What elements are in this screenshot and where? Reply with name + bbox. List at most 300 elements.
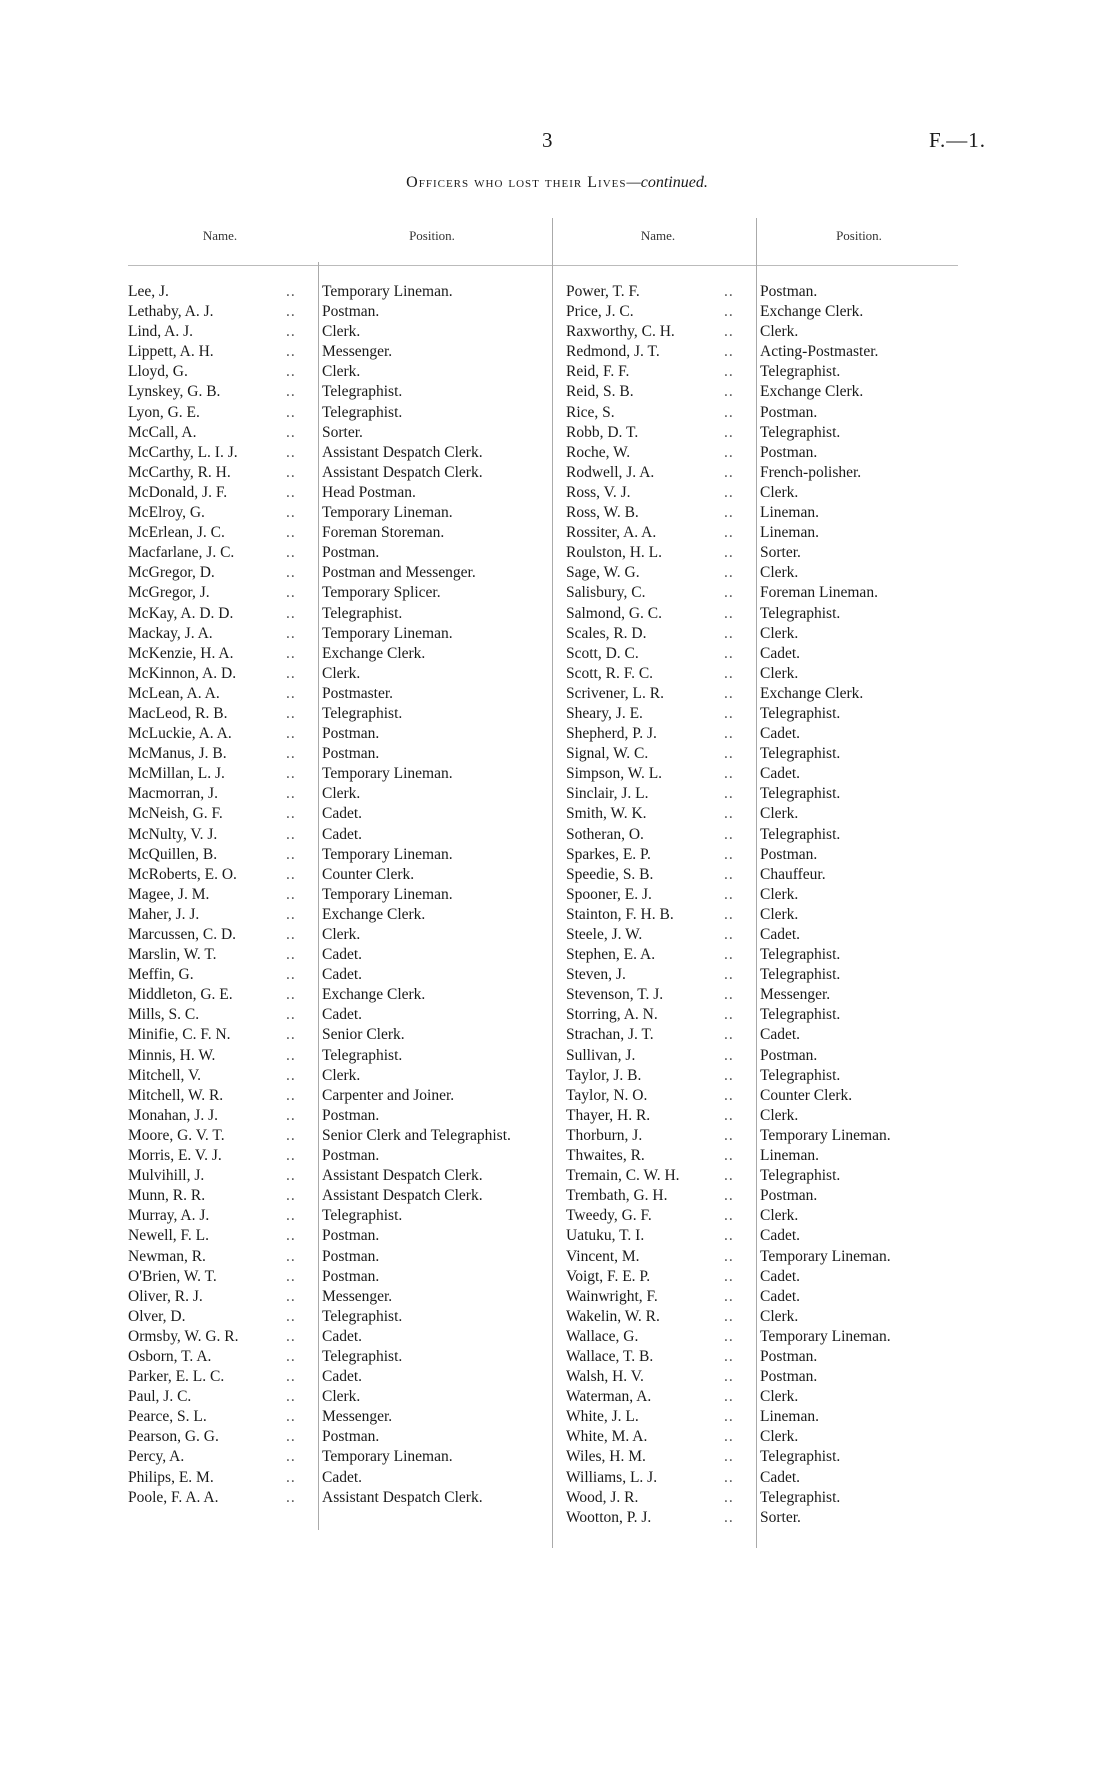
officer-position: Postman. (322, 745, 380, 763)
officer-position: Telegraphist. (760, 1066, 841, 1084)
table-row (566, 523, 942, 543)
leader-dots: .. (724, 865, 734, 883)
leader-dots: .. (724, 463, 734, 481)
officer-name: Mitchell, V. (128, 1066, 202, 1084)
officer-position: Telegraphist. (760, 1448, 841, 1466)
leader-dots: .. (724, 1307, 734, 1325)
officer-name: Tweedy, G. F. (566, 1207, 652, 1225)
officer-position: Cadet. (322, 1327, 363, 1345)
officer-name: Taylor, N. O. (566, 1086, 648, 1104)
leader-dots: .. (724, 1508, 734, 1526)
table-row (566, 1146, 942, 1166)
table-row (566, 1307, 942, 1327)
table-row (128, 865, 514, 885)
officer-position: Sorter. (322, 423, 363, 441)
officer-position: Chauffeur. (760, 865, 826, 883)
officer-position: Temporary Lineman. (322, 845, 453, 863)
officer-position: Postman. (322, 1247, 380, 1265)
officer-position: Clerk. (760, 483, 799, 501)
officer-position: Temporary Splicer. (322, 584, 441, 602)
officer-name: McDonald, J. F. (128, 483, 228, 501)
officers-table-left (128, 282, 514, 1508)
table-row (566, 784, 942, 804)
officer-position: Cadet. (760, 1026, 801, 1044)
officer-position: Carpenter and Joiner. (322, 1086, 455, 1104)
officer-name: Mulvihill, J. (128, 1167, 205, 1185)
officer-name: Wallace, T. B. (566, 1347, 654, 1365)
table-row (566, 503, 942, 523)
officer-name: McRoberts, E. O. (128, 865, 237, 883)
officer-position: Cadet. (322, 946, 363, 964)
table-row (128, 664, 514, 684)
officer-name: Steele, J. W. (566, 926, 643, 943)
table-row (128, 463, 514, 483)
officer-position: Telegraphist. (760, 745, 841, 763)
leader-dots: .. (724, 905, 734, 923)
leader-dots: .. (286, 1026, 296, 1044)
officer-position: Telegraphist. (760, 946, 841, 964)
leader-dots: .. (286, 544, 296, 562)
right-position-header: Position. (836, 228, 882, 243)
officer-position: Cadet. (322, 1468, 363, 1486)
officer-position: Messenger. (322, 1408, 393, 1426)
title-main: Officers who lost their Lives (406, 174, 627, 191)
leader-dots: .. (286, 1106, 296, 1124)
officer-position: Exchange Clerk. (760, 383, 864, 401)
officer-name: Strachan, J. T. (566, 1026, 654, 1044)
table-row (566, 1488, 942, 1508)
officer-position: Temporary Lineman. (322, 765, 453, 783)
officer-name: McGregor, D. (128, 564, 215, 582)
officer-name: Murray, A. J. (128, 1207, 210, 1225)
officer-position: Telegraphist. (760, 1488, 841, 1506)
table-row (566, 1046, 942, 1066)
officer-name: Philips, E. M. (128, 1468, 214, 1486)
table-row (128, 624, 514, 644)
leader-dots: .. (724, 1187, 734, 1205)
leader-dots: .. (286, 1167, 296, 1185)
officer-name: Storring, A. N. (566, 1006, 658, 1024)
officer-name: Ormsby, W. G. R. (128, 1327, 239, 1345)
leader-dots: .. (724, 1147, 734, 1165)
leader-dots: .. (286, 343, 296, 361)
officer-name: Signal, W. C. (566, 745, 649, 763)
leader-dots: .. (724, 1066, 734, 1084)
officer-name: Scott, D. C. (566, 644, 639, 662)
officer-position: Telegraphist. (322, 383, 403, 401)
leader-dots: .. (286, 1287, 296, 1305)
officer-position: Postman. (760, 1046, 818, 1064)
officer-name: McKay, A. D. D. (128, 604, 234, 622)
table-row (566, 483, 942, 503)
officer-position: Clerk. (760, 664, 799, 682)
leader-dots: .. (286, 1428, 296, 1446)
table-row (566, 744, 942, 764)
table-row (128, 1247, 514, 1267)
leader-dots: .. (286, 1126, 296, 1144)
center-column-divider (552, 218, 553, 1548)
table-row (128, 282, 514, 302)
officer-position: Messenger. (322, 343, 393, 361)
officer-name: McErlean, J. C. (128, 524, 225, 542)
table-row (128, 784, 514, 804)
leader-dots: .. (724, 664, 734, 682)
officer-position: Clerk. (322, 363, 361, 381)
table-row (128, 302, 514, 322)
officer-name: Pearson, G. G. (128, 1428, 219, 1446)
leader-dots: .. (724, 1388, 734, 1406)
officer-position: Temporary Lineman. (760, 1327, 891, 1345)
officer-position: Telegraphist. (322, 604, 403, 622)
table-row (566, 1427, 942, 1447)
leader-dots: .. (724, 745, 734, 763)
leader-dots: .. (724, 584, 734, 602)
table-row (128, 1046, 514, 1066)
officer-name: Ross, W. B. (566, 504, 639, 522)
officer-name: Robb, D. T. (566, 423, 639, 441)
officer-position: Exchange Clerk. (760, 303, 864, 321)
officer-position: Lineman. (760, 1408, 819, 1426)
table-row (128, 483, 514, 503)
officer-position: Temporary Lineman. (322, 504, 453, 522)
officer-name: Lloyd, G. (128, 363, 188, 381)
table-row (128, 1146, 514, 1166)
table-row (566, 403, 942, 423)
table-row (128, 1367, 514, 1387)
officer-position: Postman. (760, 1368, 818, 1386)
table-row (566, 543, 942, 563)
leader-dots: .. (724, 926, 734, 943)
leader-dots: .. (724, 544, 734, 562)
leader-dots: .. (286, 1187, 296, 1205)
officer-name: Wood, J. R. (566, 1488, 639, 1506)
leader-dots: .. (286, 403, 296, 421)
table-row (128, 1005, 514, 1025)
leader-dots: .. (286, 1247, 296, 1265)
table-row (128, 1186, 514, 1206)
officer-name: Voigt, F. E. P. (566, 1267, 651, 1285)
officer-position: Clerk. (322, 785, 361, 803)
officer-name: Thwaites, R. (566, 1147, 645, 1165)
officer-position: Postman. (760, 283, 818, 300)
table-row (566, 905, 942, 925)
leader-dots: .. (286, 604, 296, 622)
leader-dots: .. (286, 584, 296, 602)
officer-name: Wakelin, W. R. (566, 1307, 660, 1325)
table-row (128, 644, 514, 664)
officer-name: Mills, S. C. (128, 1006, 200, 1024)
leader-dots: .. (286, 363, 296, 381)
leader-dots: .. (724, 765, 734, 783)
officer-name: Sage, W. G. (566, 564, 640, 582)
officer-name: Reid, S. B. (566, 383, 634, 401)
left-name-header: Name. (202, 228, 238, 243)
officer-name: McKinnon, A. D. (128, 664, 237, 682)
table-row (566, 1347, 942, 1367)
officer-name: Marcussen, C. D. (128, 926, 237, 943)
leader-dots: .. (724, 383, 734, 401)
officer-name: Williams, L. J. (566, 1468, 658, 1486)
leader-dots: .. (724, 363, 734, 381)
leader-dots: .. (286, 483, 296, 501)
table-row (128, 362, 514, 382)
table-row (128, 1287, 514, 1307)
officer-position: Assistant Despatch Clerk. (322, 1187, 483, 1205)
officer-name: Sullivan, J. (566, 1046, 636, 1064)
officer-position: Telegraphist. (322, 704, 403, 722)
officer-name: Steven, J. (566, 966, 626, 984)
leader-dots: .. (724, 704, 734, 722)
officer-name: Reid, F. F. (566, 363, 630, 381)
table-row (128, 1427, 514, 1447)
officer-name: Roche, W. (566, 443, 631, 461)
officer-position: Clerk. (760, 624, 799, 642)
officer-name: Stainton, F. H. B. (566, 905, 674, 923)
officer-name: Speedie, S. B. (566, 865, 654, 883)
leader-dots: .. (724, 1267, 734, 1285)
leader-dots: .. (724, 644, 734, 662)
table-row (128, 503, 514, 523)
leader-dots: .. (286, 684, 296, 702)
table-row (566, 1106, 942, 1126)
table-row (566, 583, 942, 603)
leader-dots: .. (724, 403, 734, 421)
officer-name: Sheary, J. E. (566, 704, 643, 722)
officer-name: White, J. L. (566, 1408, 639, 1426)
officer-position: French-polisher. (760, 463, 862, 481)
table-row (566, 423, 942, 443)
officer-name: Newell, F. L. (128, 1227, 209, 1245)
officer-position: Postman. (760, 443, 818, 461)
leader-dots: .. (724, 825, 734, 843)
table-row (566, 644, 942, 664)
officers-table-right (566, 282, 942, 1528)
officer-position: Assistant Despatch Clerk. (322, 1488, 483, 1506)
table-row (128, 1407, 514, 1427)
table-row (128, 523, 514, 543)
table-row (566, 885, 942, 905)
officer-name: Vincent, M. (566, 1247, 640, 1265)
officer-name: Spooner, E. J. (566, 885, 652, 903)
officer-position: Telegraphist. (760, 825, 841, 843)
officer-name: McNulty, V. J. (128, 825, 218, 843)
officer-name: Maher, J. J. (128, 905, 200, 923)
table-row (566, 362, 942, 382)
leader-dots: .. (286, 785, 296, 803)
officer-position: Temporary Lineman. (322, 283, 453, 300)
table-row (566, 825, 942, 845)
table-row (566, 1468, 942, 1488)
leader-dots: .. (724, 343, 734, 361)
officer-position: Postman and Messenger. (322, 564, 476, 582)
officer-position: Clerk. (760, 805, 799, 823)
officer-position: Head Postman. (322, 483, 416, 501)
officer-position: Counter Clerk. (760, 1086, 853, 1104)
officer-name: McNeish, G. F. (128, 805, 223, 823)
officer-position: Exchange Clerk. (760, 684, 864, 702)
leader-dots: .. (724, 845, 734, 863)
officer-name: Scrivener, L. R. (566, 684, 664, 702)
table-row (566, 1005, 942, 1025)
leader-dots: .. (724, 624, 734, 642)
table-row (128, 1126, 514, 1146)
leader-dots: .. (724, 684, 734, 702)
officer-name: O'Brien, W. T. (128, 1267, 217, 1285)
table-row (566, 1367, 942, 1387)
officer-name: Taylor, J. B. (566, 1066, 642, 1084)
table-row (128, 1327, 514, 1347)
officer-position: Telegraphist. (760, 604, 841, 622)
officer-position: Telegraphist. (322, 1046, 403, 1064)
officer-name: Waterman, A. (566, 1388, 652, 1406)
officer-name: Roulston, H. L. (566, 544, 663, 562)
officer-position: Cadet. (322, 966, 363, 984)
officer-position: Clerk. (760, 564, 799, 582)
leader-dots: .. (724, 443, 734, 461)
table-row (128, 342, 514, 362)
table-row (128, 945, 514, 965)
leader-dots: .. (286, 1368, 296, 1386)
table-row (566, 684, 942, 704)
leader-dots: .. (724, 1046, 734, 1064)
leader-dots: .. (286, 303, 296, 321)
officer-position: Clerk. (322, 926, 361, 943)
table-row (128, 825, 514, 845)
officer-name: Uatuku, T. I. (566, 1227, 645, 1245)
officer-name: Lyon, G. E. (128, 403, 200, 421)
officer-position: Clerk. (760, 1428, 799, 1446)
table-row (566, 1226, 942, 1246)
officer-position: Cadet. (760, 725, 801, 743)
officer-name: McCarthy, R. H. (128, 463, 231, 481)
table-row (566, 945, 942, 965)
officer-position: Exchange Clerk. (322, 905, 426, 923)
leader-dots: .. (724, 1006, 734, 1024)
officer-position: Postman. (322, 725, 380, 743)
table-row (566, 804, 942, 824)
officer-name: Paul, J. C. (128, 1388, 192, 1406)
officer-position: Temporary Lineman. (322, 624, 453, 642)
leader-dots: .. (286, 1066, 296, 1084)
officer-name: Oliver, R. J. (128, 1287, 203, 1305)
officer-name: Macfarlane, J. C. (128, 544, 235, 562)
officer-position: Cadet. (322, 825, 363, 843)
leader-dots: .. (286, 1147, 296, 1165)
officer-name: McGregor, J. (128, 584, 210, 602)
table-row (566, 1267, 942, 1287)
officer-position: Foreman Lineman. (760, 584, 878, 602)
officer-position: Cadet. (322, 1006, 363, 1024)
table-row (566, 1025, 942, 1045)
officer-position: Telegraphist. (760, 785, 841, 803)
officer-name: Magee, J. M. (128, 885, 210, 903)
officer-name: Wallace, G. (566, 1327, 639, 1345)
officer-name: Wootton, P. J. (566, 1508, 652, 1526)
table-row (566, 724, 942, 744)
officer-position: Postman. (322, 303, 380, 321)
leader-dots: .. (286, 1448, 296, 1466)
officer-position: Cadet. (760, 1227, 801, 1245)
leader-dots: .. (286, 1488, 296, 1506)
officer-name: Simpson, W. L. (566, 765, 663, 783)
table-row (128, 1025, 514, 1045)
table-row (128, 1086, 514, 1106)
officer-position: Messenger. (760, 986, 831, 1004)
officer-name: Parker, E. L. C. (128, 1368, 225, 1386)
table-row (128, 1447, 514, 1467)
officer-position: Cadet. (322, 1368, 363, 1386)
officer-position: Senior Clerk. (322, 1026, 405, 1044)
leader-dots: .. (724, 564, 734, 582)
leader-dots: .. (724, 604, 734, 622)
officer-name: Smith, W. K. (566, 805, 647, 823)
leader-dots: .. (286, 725, 296, 743)
leader-dots: .. (286, 423, 296, 441)
leader-dots: .. (724, 1428, 734, 1446)
leader-dots: .. (286, 283, 296, 300)
table-row (566, 1508, 942, 1528)
table-row (128, 965, 514, 985)
leader-dots: .. (286, 825, 296, 843)
leader-dots: .. (286, 1006, 296, 1024)
officer-name: Munn, R. R. (128, 1187, 206, 1205)
table-row (128, 1206, 514, 1226)
officer-name: Rice, S. (566, 403, 615, 421)
officer-position: Exchange Clerk. (322, 644, 426, 662)
table-row (566, 985, 942, 1005)
officer-position: Foreman Storeman. (322, 524, 445, 542)
officer-position: Temporary Lineman. (760, 1126, 891, 1144)
officer-position: Exchange Clerk. (322, 986, 426, 1004)
table-row (566, 1126, 942, 1146)
leader-dots: .. (724, 423, 734, 441)
officer-position: Postman. (760, 1347, 818, 1365)
table-row (128, 403, 514, 423)
officer-name: Scales, R. D. (566, 624, 647, 642)
leader-dots: .. (724, 1408, 734, 1426)
table-row (128, 322, 514, 342)
leader-dots: .. (286, 1468, 296, 1486)
officer-name: Rossiter, A. A. (566, 524, 657, 542)
table-row (566, 1066, 942, 1086)
table-row (128, 604, 514, 624)
officer-name: Minifie, C. F. N. (128, 1026, 231, 1044)
table-row (128, 1226, 514, 1246)
leader-dots: .. (724, 1287, 734, 1305)
officer-name: Mackay, J. A. (128, 624, 213, 642)
officer-name: Thorburn, J. (566, 1126, 643, 1144)
officer-name: Price, J. C. (566, 303, 634, 321)
officer-position: Clerk. (322, 323, 361, 341)
leader-dots: .. (286, 1227, 296, 1245)
officer-position: Cadet. (760, 644, 801, 662)
officer-position: Temporary Lineman. (760, 1247, 891, 1265)
table-row (566, 1206, 942, 1226)
leader-dots: .. (724, 1026, 734, 1044)
officer-name: Salmond, G. C. (566, 604, 663, 622)
table-row (128, 985, 514, 1005)
officer-position: Postman. (760, 845, 818, 863)
table-row (566, 925, 942, 945)
leader-dots: .. (286, 1347, 296, 1365)
officer-name: Salisbury, C. (566, 584, 646, 602)
leader-dots: .. (724, 725, 734, 743)
table-row (566, 443, 942, 463)
leader-dots: .. (286, 1046, 296, 1064)
officer-position: Postman. (322, 544, 380, 562)
table-row (128, 845, 514, 865)
leader-dots: .. (724, 303, 734, 321)
